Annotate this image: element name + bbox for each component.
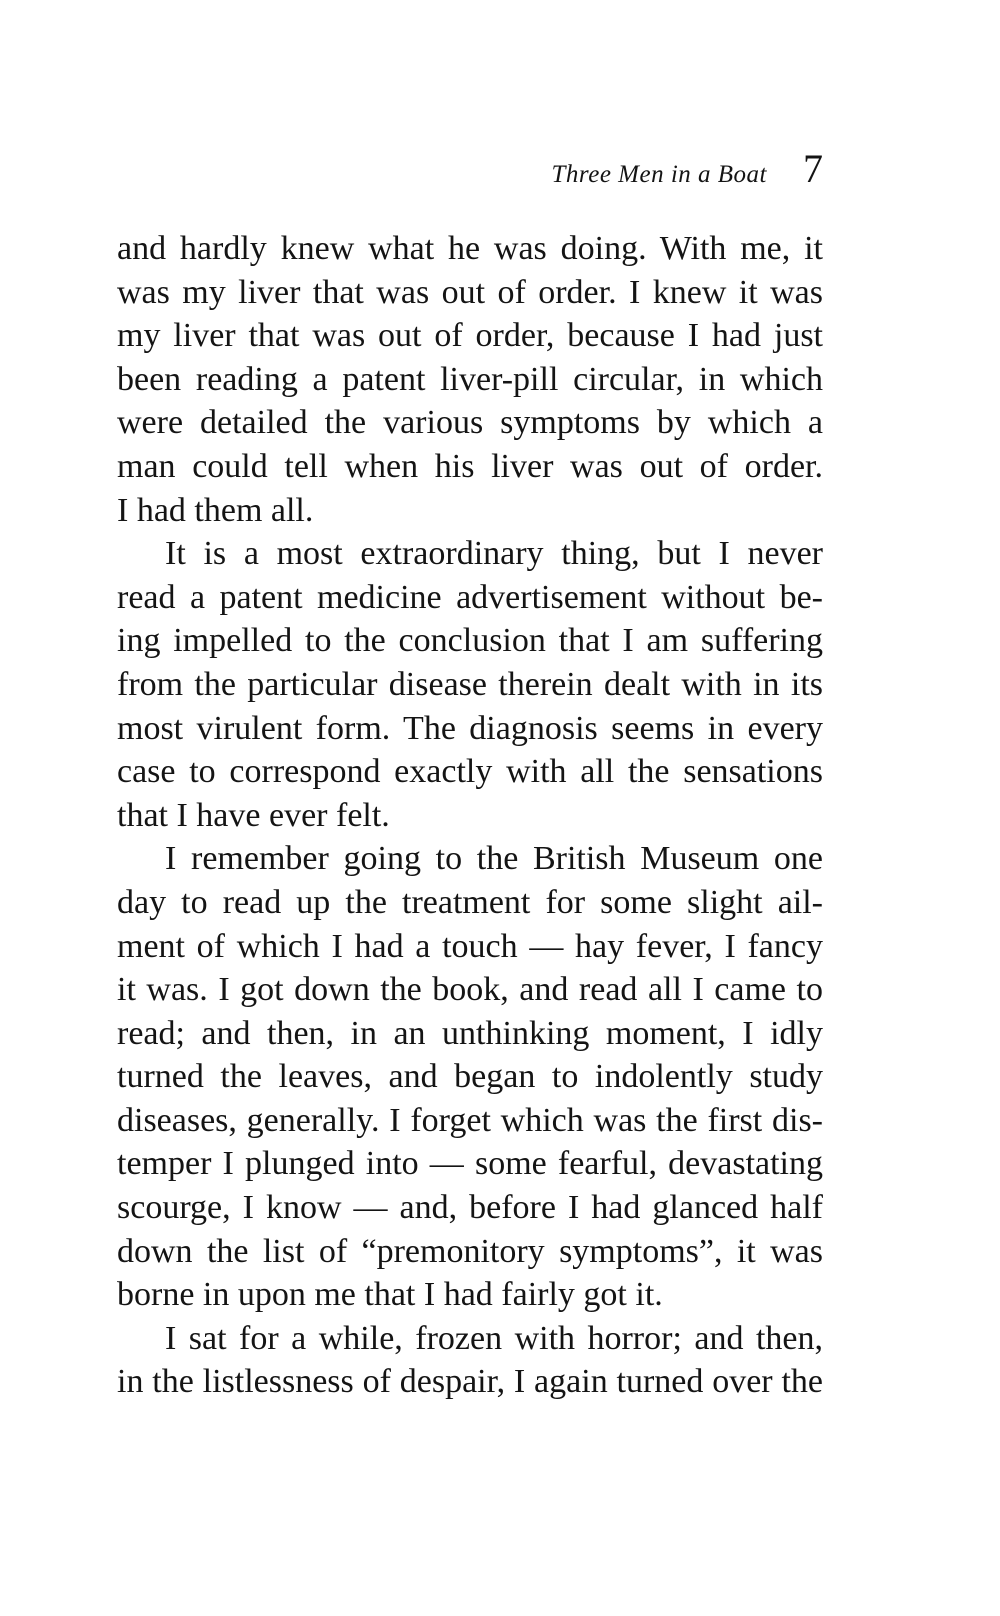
- text-line: read; and then, in an unthinking moment, I idly: [117, 1014, 823, 1052]
- text-line: it was. I got down the book, and read all I came to: [117, 971, 823, 1009]
- paragraph: [117, 1317, 823, 1404]
- paragraph: [117, 227, 823, 532]
- text-line: were detailed the various symptoms by which a: [117, 404, 823, 442]
- running-header-title: Three Men in a Boat: [551, 161, 767, 188]
- text-line: turned the leaves, and began to indolently study: [117, 1058, 823, 1096]
- text-line: scourge, I know — and, before I had glanced half: [117, 1189, 823, 1227]
- paragraph: [117, 837, 823, 1317]
- running-header: [117, 146, 823, 191]
- text-line: ment of which I had a touch — hay fever, I fancy: [117, 927, 823, 965]
- text-line: in the listlessness of despair, I again turned over the: [117, 1363, 823, 1401]
- paragraph: [117, 532, 823, 837]
- text-line: I sat for a while, frozen with horror; and then,: [165, 1319, 823, 1357]
- text-line: It is a most extraordinary thing, but I never: [165, 535, 823, 573]
- text-line: borne in upon me that I had fairly got it.: [117, 1276, 663, 1314]
- text-line: case to correspond exactly with all the sensations: [117, 753, 823, 791]
- text-line: I had them all.: [117, 491, 314, 529]
- text-line: temper I plunged into — some fearful, devastating: [117, 1145, 823, 1183]
- text-line: man could tell when his liver was out of order.: [117, 447, 823, 485]
- text-line: been reading a patent liver-pill circular, in which: [117, 360, 823, 398]
- text-line: most virulent form. The diagnosis seems in every: [117, 709, 823, 747]
- text-line: my liver that was out of order, because I had just: [117, 317, 823, 355]
- text-line: down the list of “premonitory symptoms”, it was: [117, 1232, 823, 1270]
- page-number: 7: [803, 146, 823, 191]
- text-line: day to read up the treatment for some slight ail-: [117, 883, 823, 921]
- page-body: [117, 227, 823, 1404]
- text-line: I remember going to the British Museum one: [165, 840, 823, 878]
- text-line: read a patent medicine advertisement without be-: [117, 578, 823, 616]
- text-line: from the particular disease therein dealt with in its: [117, 665, 823, 703]
- text-line: diseases, generally. I forget which was the first dis-: [117, 1101, 823, 1139]
- text-line: and hardly knew what he was doing. With me, it: [117, 230, 823, 267]
- text-line: ing impelled to the conclusion that I am suffering: [117, 622, 823, 660]
- text-line: was my liver that was out of order. I knew it was: [117, 273, 823, 311]
- text-line: that I have ever felt.: [117, 796, 390, 834]
